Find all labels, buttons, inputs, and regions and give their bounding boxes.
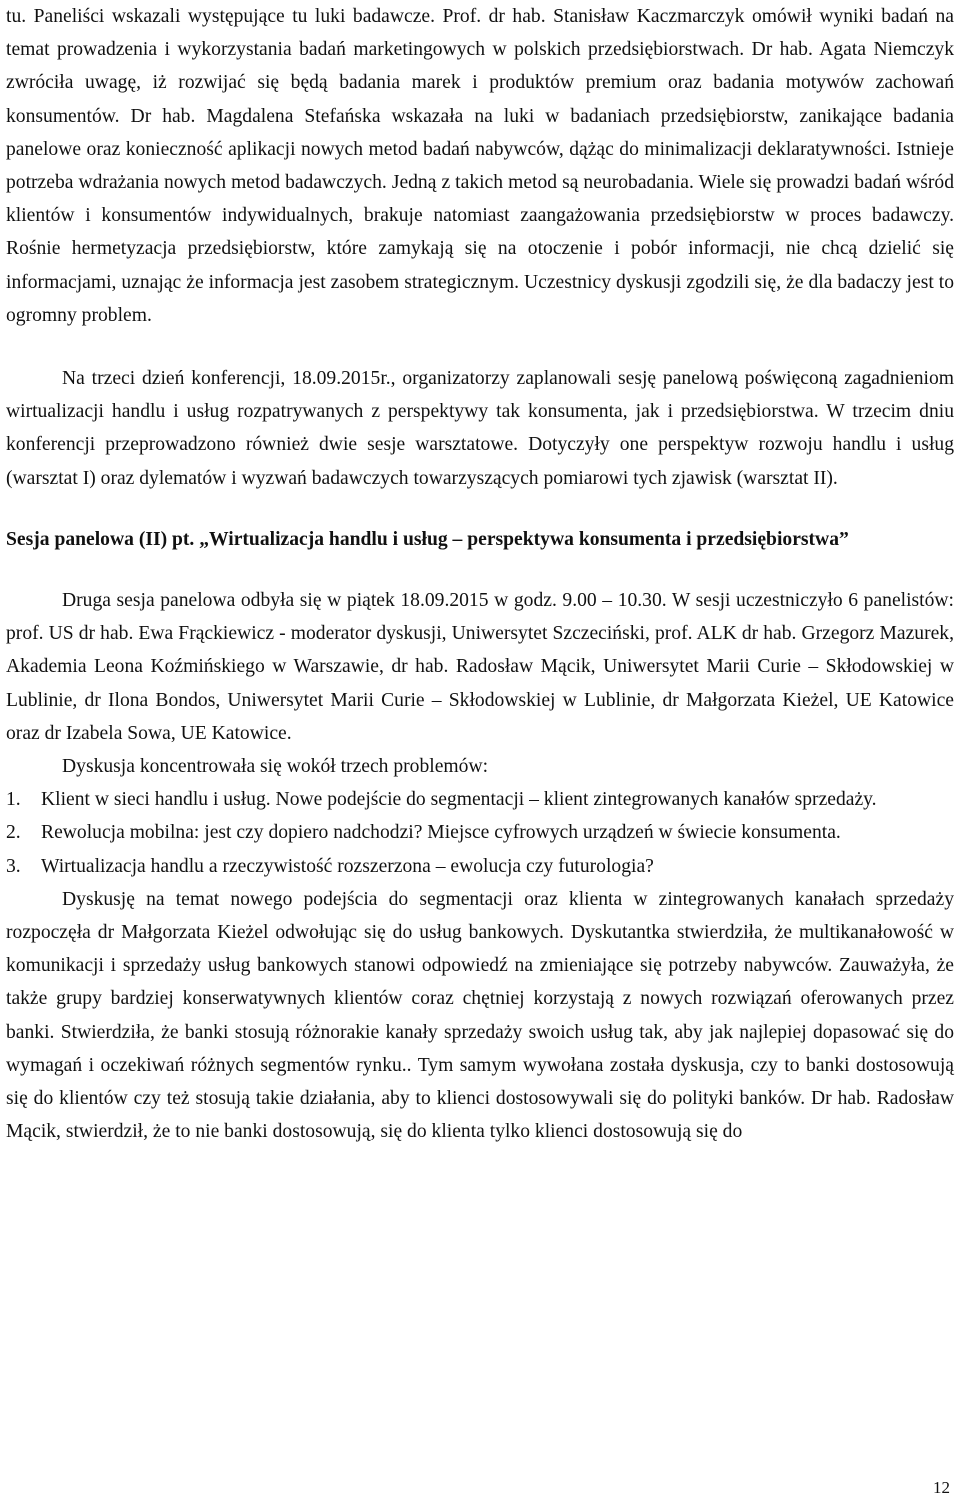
paragraph-segmentation-discussion: Dyskusję na temat nowego podejścia do segmentacji oraz klienta w zintegrowanych kanałach sprzedaży rozpoczęła dr Małgorzata Kieżel odwołując się do usług bankowych. Dyskutantka stwierdziła, że multikanałowość w komunikacji i sprzedaży usług bankowych stanowi odpowiedź na zmieniające się potrzeby nabywców. Zauważyła, że także grupy bardziej konserwatywnych klientów coraz chętniej korzystają z nowych rozwiązań oferowanych przez banki. Stwierdziła, że banki stosują różnorakie kanały sprzedaży swoich usług tak, aby jak najlepiej dopasować się do wymagań i oczekiwań różnych segmentów rynku.. Tym samym wywołana została dyskusja, czy to banki dostosowują się do klientów czy też stosują takie działania, aby to klienci dostosowywali się do polityki banków. Dr hab. Radosław Mącik, stwierdził, że to nie banki dostosowują, się do klienta tylko klienci dostosowują się do <box>6 888 954 1143</box>
list-number: 2. <box>6 822 21 844</box>
list-text: Wirtualizacja handlu a rzeczywistość rozszerzona – ewolucja czy futurologia? <box>41 855 654 877</box>
paragraph-third-day: Na trzeci dzień konferencji, 18.09.2015r., organizatorzy zaplanowali sesję panelową poświęconą zagadnieniom wirtualizacji handlu i usług rozpatrywanych z perspektywy tak konsumenta, jak i przedsiębiorstwa. W trzecim dniu konferencji przeprowadzono również dwie sesje warsztatowe. Dotyczyły one perspektyw rozwoju handlu i usług (warsztat I) oraz dylematów i wyzwań badawczych towarzyszących pomiarowi tych zjawisk (warsztat II). <box>6 368 954 489</box>
document-page <box>6 0 954 1149</box>
list-item <box>6 850 954 883</box>
list-number: 1. <box>6 789 21 811</box>
list-text: Klient w sieci handlu i usług. Nowe podejście do segmentacji – klient zintegrowanych kanałów sprzedaży. <box>41 789 877 811</box>
spacer <box>6 556 954 584</box>
problems-list <box>6 783 954 883</box>
spacer <box>6 332 954 362</box>
page-number: 12 <box>933 1478 950 1497</box>
section-heading: Sesja panelowa (II) pt. „Wirtualizacja handlu i usług – perspektywa konsumenta i przedsiębiorstwa” <box>6 528 849 550</box>
paragraph-second-session: Druga sesja panelowa odbyła się w piątek 18.09.2015 w godz. 9.00 – 10.30. W sesji uczestniczyło 6 panelistów: prof. US dr hab. Ewa Frąckiewicz - moderator dyskusji, Uniwersytet Szczeciński, prof. ALK dr hab. Grzegorz Mazurek, Akademia Leona Koźmińskiego w Warszawie, dr hab. Radosław Mącik, Uniwersytet Marii Curie – Skłodowskiej w Lublinie, dr Ilona Bondos, Uniwersytet Marii Curie – Skłodowskiej w Lublinie, dr Małgorzata Kieżel, UE Katowice oraz dr Izabela Sowa, UE Katowice. <box>6 590 954 744</box>
list-item <box>6 783 954 816</box>
list-item <box>6 816 954 849</box>
spacer <box>6 495 954 523</box>
list-number: 3. <box>6 855 21 877</box>
list-text: Rewolucja mobilna: jest czy dopiero nadchodzi? Miejsce cyfrowych urządzeń w świecie konsumenta. <box>41 822 841 844</box>
paragraph-discussion-intro: Dyskusja koncentrowała się wokół trzech problemów: <box>62 756 489 778</box>
paragraph-panelists-research-gaps: tu. Paneliści wskazali występujące tu luki badawcze. Prof. dr hab. Stanisław Kaczmarczyk omówił wyniki badań na temat prowadzenia i wykorzystania badań marketingowych w polskich przedsiębiorstwach. Dr hab. Agata Niemczyk zwróciła uwagę, iż rozwijać się będą badania marek i produktów premium oraz badania motywów zachowań konsumentów. Dr hab. Magdalena Stefańska wskazała na luki w badaniach przedsiębiorstw, zanikające badania panelowe oraz konieczność aplikacji nowych metod badań nabywców, dążąc do minimalizacji deklaratywności. Istnieje potrzeba wdrażania nowych metod badawczych. Jedną z takich metod są neurobadania. Wiele się prowadzi badań wśród klientów i konsumentów indywidualnych, brakuje natomiast zaangażowania przedsiębiorstw w proces badawczy. Rośnie hermetyzacja przedsiębiorstw, które zamykają się na otoczenie i pobór informacji, nie chcą dzielić się informacjami, uznając że informacja jest zasobem strategicznym. Uczestnicy dyskusji zgodzili się, że dla badaczy jest to ogromny problem. <box>6 6 954 326</box>
